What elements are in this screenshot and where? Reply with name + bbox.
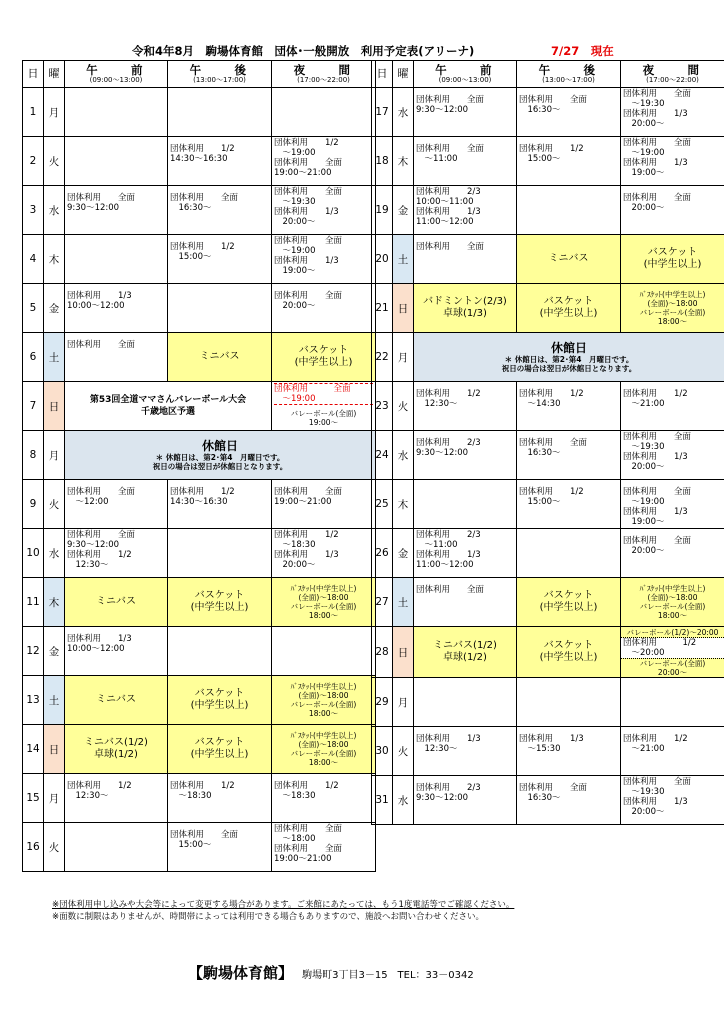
pm-cell: 団体利用 全面 16:30～ [517,776,621,825]
night-cell [621,678,724,727]
table-header-row [372,61,724,88]
am-cell [414,678,517,727]
am-cell: 団体利用 2/3 9:30～12:00 [414,776,517,825]
night-cell: 団体利用 1/2 ～21:00 [621,727,724,776]
day-number: 24 [372,431,393,480]
weekday: 水 [393,776,414,825]
day-number: 13 [23,676,44,725]
table-row [372,235,724,284]
weekday: 土 [44,676,65,725]
weekday: 月 [44,88,65,137]
am-cell [414,480,517,529]
table-row [372,627,724,678]
header-day: 日 [23,61,44,88]
weekday: 木 [393,480,414,529]
night-cell: ﾊﾞｽｹｯﾄ(中学生以上) (全面)～18:00 バレーボール(全面) 18:00～ [621,578,724,627]
day-number: 1 [23,88,44,137]
am-cell [65,137,168,186]
am-cell: ミニバス(1/2) 卓球(1/2) [65,725,168,774]
am-cell: ミニバス(1/2) 卓球(1/2) [414,627,517,678]
table-row [372,578,724,627]
table-row [372,88,724,137]
weekday: 水 [393,88,414,137]
weekday: 金 [44,627,65,676]
day-number: 26 [372,529,393,578]
weekday: 土 [44,333,65,382]
weekday: 土 [393,578,414,627]
event-cell: 第53回全道ママさんバレーボール大会 千歳地区予選 [65,382,272,431]
am-cell: 団体利用 1/3 12:30～ [414,727,517,776]
weekday: 月 [393,333,414,382]
night-cell: バスケット (中学生以上) [272,333,376,382]
day-number: 15 [23,774,44,823]
table-row [372,186,724,235]
am-cell: 団体利用 1/3 10:00～12:00 [65,627,168,676]
pm-cell: 団体利用 1/2 15:00～ [517,480,621,529]
day-number: 17 [372,88,393,137]
night-cell: 団体利用 全面 ～19:00 団体利用 1/3 19:00～ [621,480,724,529]
am-cell: 団体利用 全面 [414,235,517,284]
weekday: 土 [393,235,414,284]
status-date: 7/27 現在 [551,44,614,58]
am-cell: 団体利用 2/3 9:30～12:00 [414,431,517,480]
pm-cell: ミニバス [517,235,621,284]
am-cell: バドミントン(2/3) 卓球(1/3) [414,284,517,333]
day-number: 6 [23,333,44,382]
footer [188,962,474,983]
table-row [23,627,376,676]
pm-cell: 団体利用 1/2 14:30～16:30 [168,137,272,186]
night-cell: 団体利用 全面 19:00～21:00 [272,480,376,529]
weekday: 日 [393,284,414,333]
day-number: 31 [372,776,393,825]
table-row [372,284,724,333]
closed-day-cell: 休館日 ＊ 休館日は、第2･第4 月曜日です。 祝日の場合は翌日が休館日となります。 [414,333,724,382]
night-cell: 団体利用 全面 ～19:30 団体利用 1/3 20:00～ [272,186,376,235]
weekday: 木 [44,578,65,627]
pm-cell: 団体利用 全面 16:30～ [517,431,621,480]
day-number: 14 [23,725,44,774]
pm-cell: 団体利用 1/2 15:00～ [168,235,272,284]
header-am: 午 前 (09:00～13:00) [414,61,517,88]
night-cell: ﾊﾞｽｹｯﾄ(中学生以上) (全面)～18:00 バレーボール(全面) 18:00～ [272,578,376,627]
night-cell: 団体利用 1/2 ～19:00 団体利用 全面 19:00～21:00 [272,137,376,186]
day-number: 27 [372,578,393,627]
table-row [372,727,724,776]
weekday: 木 [44,235,65,284]
table-row [23,382,376,431]
day-number: 18 [372,137,393,186]
pm-cell [168,88,272,137]
table-row [23,578,376,627]
pm-cell: バスケット (中学生以上) [168,676,272,725]
pm-cell: 団体利用 1/3 ～15:30 [517,727,621,776]
closed-day-cell: 休館日 ＊ 休館日は、第2･第4 月曜日です。 祝日の場合は翌日が休館日となります。 [65,431,376,480]
day-number: 30 [372,727,393,776]
pm-cell [517,529,621,578]
am-cell: 団体利用 1/2 12:30～ [414,382,517,431]
header-day: 日 [372,61,393,88]
weekday: 火 [44,480,65,529]
day-number: 21 [372,284,393,333]
night-cell: バレーボール(1/2)～20:00 団体利用 1/2 ～20:00 バレーボール(全面) 20:00～ [621,627,724,678]
day-number: 12 [23,627,44,676]
weekday: 水 [44,186,65,235]
table-row [372,431,724,480]
pm-cell [517,678,621,727]
night-cell [272,88,376,137]
day-number: 16 [23,823,44,872]
weekday: 火 [393,382,414,431]
table-row [372,678,724,727]
am-cell: ミニバス [65,578,168,627]
schedule-table-left [22,60,376,872]
night-cell: 団体利用 全面 ～18:00 団体利用 全面 19:00～21:00 [272,823,376,872]
weekday: 火 [393,727,414,776]
day-number: 11 [23,578,44,627]
day-number: 19 [372,186,393,235]
table-row [23,725,376,774]
facility-address: 駒場町3丁目3－15 TEL：33－0342 [302,970,474,981]
weekday: 火 [44,137,65,186]
am-cell: 団体利用 全面 9:30～12:00 [65,186,168,235]
night-cell: 団体利用 全面 ～19:00 団体利用 1/3 19:00～ [272,235,376,284]
weekday: 月 [44,431,65,480]
pm-cell: バスケット (中学生以上) [168,725,272,774]
night-cell: 団体利用 全面 ～19:00 バレーボール(全面) 19:00～ [272,382,376,431]
pm-cell [168,627,272,676]
pm-cell: 団体利用 1/2 ～18:30 [168,774,272,823]
night-cell: 団体利用 全面 ～19:30 団体利用 1/3 20:00～ [621,776,724,825]
weekday: 火 [44,823,65,872]
night-cell: 団体利用 1/2 ～21:00 [621,382,724,431]
table-row [23,235,376,284]
table-row [23,529,376,578]
pm-cell [168,284,272,333]
night-cell: 団体利用 全面 20:00～ [621,529,724,578]
table-row [23,333,376,382]
day-number: 7 [23,382,44,431]
table-row [372,480,724,529]
weekday: 水 [393,431,414,480]
header-weekday: 曜 [393,61,414,88]
weekday: 金 [44,284,65,333]
pm-cell: 団体利用 1/2 15:00～ [517,137,621,186]
am-cell: 団体利用 全面 9:30～12:00 [414,88,517,137]
pm-cell: 団体利用 1/2 ～14:30 [517,382,621,431]
pm-cell: 団体利用 全面 16:30～ [517,88,621,137]
weekday: 木 [393,137,414,186]
night-cell: 団体利用 全面 20:00～ [621,186,724,235]
table-row [372,333,724,382]
header-am: 午 前 (09:00～13:00) [65,61,168,88]
header-night: 夜 間 (17:00～22:00) [621,61,724,88]
day-number: 2 [23,137,44,186]
weekday: 月 [44,774,65,823]
header-pm: 午 後 (13:00～17:00) [517,61,621,88]
night-cell: 団体利用 全面 20:00～ [272,284,376,333]
table-row [372,382,724,431]
pm-cell: バスケット (中学生以上) [168,578,272,627]
am-cell: 団体利用 2/3 ～11:00 団体利用 1/3 11:00～12:00 [414,529,517,578]
table-row [23,823,376,872]
day-number: 8 [23,431,44,480]
pm-cell: 団体利用 全面 16:30～ [168,186,272,235]
header-night: 夜 間 (17:00～22:00) [272,61,376,88]
day-number: 5 [23,284,44,333]
weekday: 金 [393,529,414,578]
am-cell: 団体利用 1/2 12:30～ [65,774,168,823]
night-cell: 団体利用 全面 ～19:30 団体利用 1/3 20:00～ [621,88,724,137]
night-cell: ﾊﾞｽｹｯﾄ(中学生以上) (全面)～18:00 バレーボール(全面) 18:00～ [272,676,376,725]
header-pm: 午 後 (13:00～17:00) [168,61,272,88]
table-row [372,776,724,825]
day-number: 29 [372,678,393,727]
table-row [23,676,376,725]
day-number: 23 [372,382,393,431]
day-number: 10 [23,529,44,578]
night-cell: ﾊﾞｽｹｯﾄ(中学生以上) (全面)～18:00 バレーボール(全面) 18:00～ [272,725,376,774]
pm-cell: 団体利用 全面 15:00～ [168,823,272,872]
am-cell: 団体利用 2/3 10:00～11:00 団体利用 1/3 11:00～12:00 [414,186,517,235]
page-title-row [0,43,724,57]
table-row [23,774,376,823]
pm-cell: 団体利用 1/2 14:30～16:30 [168,480,272,529]
am-cell: 団体利用 全面 [414,578,517,627]
am-cell [65,88,168,137]
day-number: 3 [23,186,44,235]
night-cell: 団体利用 全面 ～19:00 団体利用 1/3 19:00～ [621,137,724,186]
header-weekday: 曜 [44,61,65,88]
night-cell: バスケット (中学生以上) [621,235,724,284]
weekday: 日 [393,627,414,678]
am-cell: 団体利用 全面 ～11:00 [414,137,517,186]
table-row [23,480,376,529]
pm-cell: バスケット (中学生以上) [517,578,621,627]
table-row [23,284,376,333]
am-cell [65,235,168,284]
am-cell [65,823,168,872]
schedule-table-right [371,60,724,825]
night-cell: 団体利用 全面 ～19:30 団体利用 1/3 20:00～ [621,431,724,480]
night-cell: ﾊﾞｽｹｯﾄ(中学生以上) (全面)～18:00 バレーボール(全面) 18:00～ [621,284,724,333]
weekday: 日 [44,725,65,774]
weekday: 日 [44,382,65,431]
table-row [23,137,376,186]
am-cell: ミニバス [65,676,168,725]
am-cell: 団体利用 全面 9:30～12:00 団体利用 1/2 12:30～ [65,529,168,578]
notes [52,899,514,923]
day-number: 25 [372,480,393,529]
table-header-row [23,61,376,88]
table-row [23,186,376,235]
note-line: ※面数に制限はありませんが、時間帯によっては利用できる場合もありますので、施設へお問い合わせください。 [52,912,484,922]
weekday: 金 [393,186,414,235]
table-row [372,137,724,186]
pm-cell: バスケット (中学生以上) [517,627,621,678]
note-line: ※団体利用申し込みや大会等によって変更する場合があります。ご来館にあたっては、もう1度電話等でご確認ください。 [52,900,515,910]
day-number: 22 [372,333,393,382]
pm-cell [168,529,272,578]
day-number: 9 [23,480,44,529]
weekday: 水 [44,529,65,578]
night-cell: 団体利用 1/2 ～18:30 [272,774,376,823]
table-row [372,529,724,578]
pm-cell [517,186,621,235]
day-number: 20 [372,235,393,284]
table-row [23,431,376,480]
table-row [23,88,376,137]
am-cell: 団体利用 全面 ～12:00 [65,480,168,529]
day-number: 4 [23,235,44,284]
am-cell: 団体利用 全面 [65,333,168,382]
night-cell: 団体利用 1/2 ～18:30 団体利用 1/3 20:00～ [272,529,376,578]
night-cell [272,627,376,676]
am-cell: 団体利用 1/3 10:00～12:00 [65,284,168,333]
weekday: 月 [393,678,414,727]
pm-cell: バスケット (中学生以上) [517,284,621,333]
page-title: 令和4年8月 駒場体育館 団体･一般開放 利用予定表(アリーナ) [132,44,475,58]
facility-name: 【駒場体育館】 [188,964,294,982]
day-number: 28 [372,627,393,678]
pm-cell: ミニバス [168,333,272,382]
